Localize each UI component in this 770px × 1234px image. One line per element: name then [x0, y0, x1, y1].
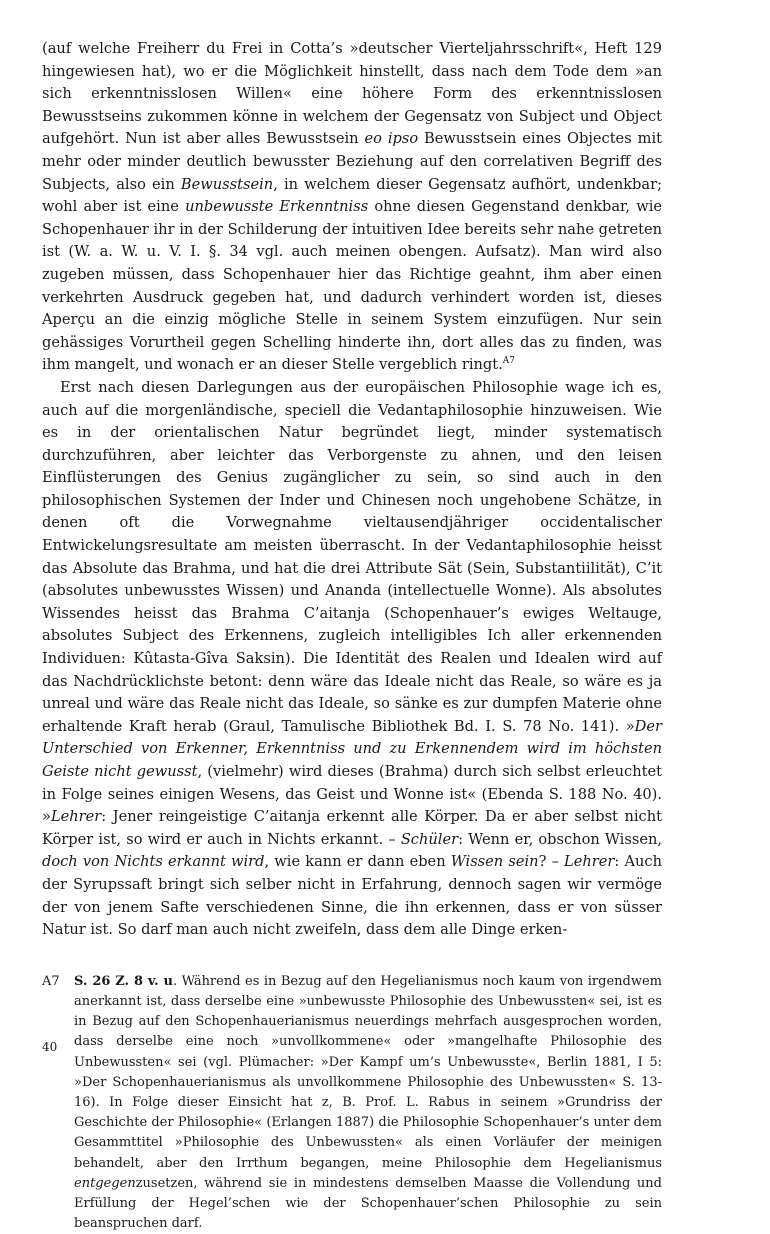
italic-run: Bewusstsein — [180, 175, 274, 193]
italic-run: Der Unterschied von Erkenner, Erkenntniss und zu Erkennendem wird im höchsten Geiste nicht gewusst — [42, 717, 662, 780]
footnote — [42, 972, 662, 1234]
text-run: zusetzen, während sie in mindestens demselben Maasse die Vollendung und Erfüllung der Hegel’schen wie der Schopenhauer’schen Philosophie zu sein beanspruchen darf. — [74, 1175, 662, 1232]
page — [42, 38, 662, 1234]
text-run: (auf welche Freiherr du Frei in Cotta’s »deutscher Vierteljahrsschrift«, Heft 129 hingewiesen hat), wo er die Möglichkeit hinstellt, dass nach dem Tode dem »an sich erkenntnisslosen Willen« eine höhere Form des erkenntnisslosen Bewusstseins zukommen könne in welchem der Gegensatz von Subject und Object aufgehört. Nun ist aber alles Bewusstsein — [42, 40, 662, 148]
text-run: , wie kann er dann eben — [264, 853, 451, 871]
italic-run: Lehrer — [564, 853, 615, 871]
text-run: Erst nach diesen Darlegungen aus der europäischen Philosophie wage ich es, auch auf die morgenländische, speciell die Vedantaphilosophie hinzuweisen. Wie es in der orientalischen Natur begründet liegt, minder systematisch durchzuführen, aber leichter das Verborgenste zu ahnen, und den leisen Einflüsterungen des Genius zugänglicher zu sein, so sind auch in den philosophischen Systemen der Inder und Chinesen noch ungehobene Schätze, in denen oft die Vorwegnahme vieltausendjähriger occidentalischer Entwickelungsresultate am meisten überrascht. In der Vedantaphilosophie heisst das Absolute das Brahma, und hat die drei Attribute Sät (Sein, Substantiilität), C’it (absolutes unbewusstes Wissen) und Ananda (intellectuelle Wonne). Als absolutes Wissendes heisst das Brahma C’aitanja (Schopenhauer’s ewiges Weltauge, absolutes Subject des Erkennens, zugleich intelligibles Ich aller erkennenden Individuen: Kûtasta-Gîva Saksin). Die Identität des Realen und Idealen wird auf das Nachdrücklichste betont: denn wäre das Ideale nicht das Reale, so wäre es ja unreal und wäre das Reale nicht das Ideale, so sänke es zur dumpfen Materie ohne erhaltende Kraft herab (Graul, Tamulische Bibliothek Bd. I. S. 78 No. 141). » — [42, 378, 662, 735]
main-text — [42, 38, 662, 942]
text-run: Bewusstsein eines Objectes mit mehr oder minder deutlich bewusster Beziehung auf den correlativen Begriff des Subjects, also ein — [42, 130, 662, 193]
italic-run: unbewusste Erkenntniss — [185, 198, 369, 216]
italic-run: entgegen — [74, 1175, 136, 1191]
page-number: 40 — [42, 1040, 58, 1054]
text-run: , (vielmehr) wird dieses (Brahma) durch sich selbst erleuchtet in Folge seines einigen Wesens, das Geist und Wonne ist« (Ebenda S. 188 No. 40). » — [42, 763, 662, 826]
italic-run: Lehrer — [50, 808, 102, 826]
text-run: : Wenn er, obschon Wissen, — [458, 830, 662, 848]
italic-run: Schüler — [400, 830, 459, 848]
footnote-reference[interactable]: A7 — [502, 356, 515, 367]
text-run: , in welchem dieser Gegensatz aufhört, undenkbar; wohl aber ist eine — [42, 175, 662, 216]
text-run: ohne diesen Gegenstand denkbar, wie Schopenhauer ihr in der Schilderung der intuitiven Idee bereits sehr nahe getreten ist (W. a. W. u. V. I. §. 34 vgl. auch meinen obengen. Aufsatz). Man wird also zugeben müssen, dass Schopenhauer hier das Richtige geahnt, ihm aber einen verkehrten Ausdruck gegeben hat, und dadurch verhindert worden ist, dieses Aperçu an die einzig mögliche Stelle in seinem System einzufügen. Nur sein gehässiges Vorurtheil gegen Schelling hinderte ihn, dort alles das zu finden, was ihm mangelt, und wonach er an dieser Stelle vergeblich ringt. — [42, 198, 662, 374]
footnote-text — [74, 972, 662, 1234]
footnote-locator: S. 26 Z. 8 v. u — [74, 973, 173, 989]
text-run: ? – — [538, 853, 565, 871]
paragraph-2 — [42, 377, 662, 942]
italic-run: eo ipso — [364, 130, 419, 148]
text-run: . Während es in Bezug auf den Hegelianismus noch kaum von irgendwem anerkannt ist, dass derselbe eine »unbewusste Philosophie des Unbewussten« sei, ist es in Bezug auf den Schopenhauerianismus neuerdings mehrfach ausgesprochen worden, dass derselbe eine noch »unvollkommene« oder »mangelhafte Philosophie des Unbewussten« sei (vgl. Plümacher: »Der Kampf um’s Unbewusste«, Berlin 1881, I 5: »Der Schopenhauerianismus als unvollkommene Philosophie des Unbewussten« S. 13-16). In Folge dieser Einsicht hat z, B. Prof. L. Rabus in seinem »Grundriss der Geschichte der Philosophie« (Erlangen 1887) die Philosophie Schopenhauer’s unter dem Gesammttitel »Philosophie des Unbewussten« als einen Vorläufer der meinigen behandelt, aber den Irrthum begangen, meine Philosophie dem Hegelianismus — [74, 973, 662, 1171]
text-run: : Jener reingeistige C’aitanja erkennt alle Körper. Da er aber selbst nicht Körper ist, so wird er auch in Nichts erkannt. – — [42, 808, 662, 848]
text-run: : Auch der Syrupssaft bringt sich selber nicht in Erfahrung, dennoch sagen wir vermöge der von jenem Safte verschiedenen Sinne, die ihn erkennen, dass er von süsser Natur ist. So darf man auch nicht zweifeln, dass dem alle Dinge erken- — [42, 853, 662, 939]
italic-run: Wissen sein — [450, 853, 539, 871]
paragraph-1 — [42, 38, 662, 377]
italic-run: doch von Nichts erkannt wird — [42, 853, 265, 871]
footnote-label: A7 — [42, 973, 60, 989]
